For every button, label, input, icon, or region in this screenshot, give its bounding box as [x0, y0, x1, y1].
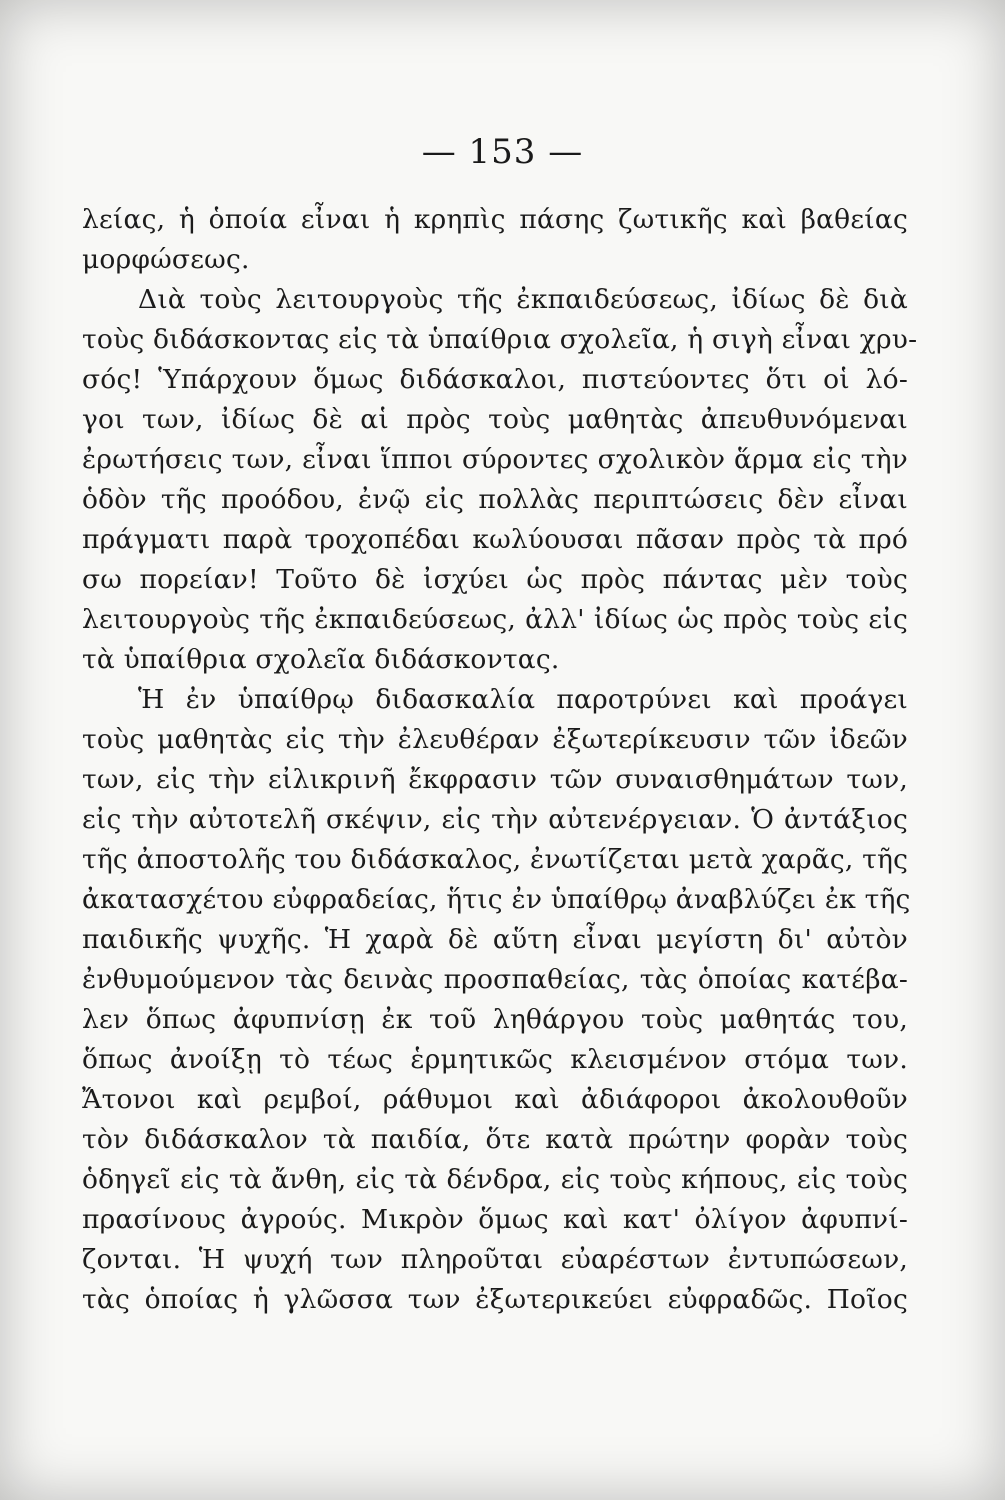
- page-number: — 153 —: [421, 132, 584, 172]
- text-line: ζονται. Ἡ ψυχή των πληροῦται εὐαρέστων ἐντυπώσεων,: [82, 1244, 908, 1275]
- text-line: λεν ὅπως ἀφυπνίσῃ ἐκ τοῦ ληθάργου τοὺς μαθητάς του,: [82, 1004, 908, 1035]
- text-line: Διὰ τοὺς λειτουργοὺς τῆς ἐκπαιδεύσεως, ἰδίως δὲ διὰ: [138, 284, 908, 315]
- text-line: πράγματι παρὰ τροχοπέδαι κωλύουσαι πᾶσαν πρὸς τὰ πρό: [82, 524, 908, 555]
- text-line: λείας, ἡ ὁποία εἶναι ἡ κρηπὶς πάσης ζωτικῆς καὶ βαθείας: [82, 204, 908, 235]
- text-line: τοὺς διδάσκοντας εἰς τὰ ὑπαίθρια σχολεῖα, ἡ σιγὴ εἶναι χρυ-: [82, 324, 918, 355]
- text-line: τοὺς μαθητὰς εἰς τὴν ἐλευθέραν ἐξωτερίκευσιν τῶν ἰδεῶν: [82, 724, 908, 755]
- text-line: σός! Ὑπάρχουν ὅμως διδάσκαλοι, πιστεύοντες ὅτι οἱ λό-: [82, 364, 908, 395]
- text-line: των, εἰς τὴν εἰλικρινῆ ἔκφρασιν τῶν συναισθημάτων των,: [82, 764, 908, 795]
- text-line: τῆς ἀποστολῆς του διδάσκαλος, ἐνωτίζεται μετὰ χαρᾶς, τῆς: [82, 844, 909, 875]
- text-line: ἐρωτήσεις των, εἶναι ἵπποι σύροντες σχολικὸν ἅρμα εἰς τὴν: [82, 444, 908, 475]
- text-line: παιδικῆς ψυχῆς. Ἡ χαρὰ δὲ αὕτη εἶναι μεγίστη δι' αὐτὸν: [82, 924, 908, 955]
- text-line: λειτουργοὺς τῆς ἐκπαιδεύσεως, ἀλλ' ἰδίως ὡς πρὸς τοὺς εἰς: [82, 604, 908, 635]
- text-line: ὅπως ἀνοίξῃ τὸ τέως ἑρμητικῶς κλεισμένον στόμα των.: [82, 1044, 908, 1075]
- text-line: γοι των, ἰδίως δὲ αἱ πρὸς τοὺς μαθητὰς ἀπευθυνόμεναι: [82, 404, 908, 435]
- text-line: τὸν διδάσκαλον τὰ παιδία, ὅτε κατὰ πρώτην φορὰν τοὺς: [82, 1124, 908, 1155]
- text-line: ἐνθυμούμενον τὰς δεινὰς προσπαθείας, τὰς ὁποίας κατέβα-: [82, 964, 908, 995]
- body-text: [82, 200, 918, 1320]
- text-line: Ἡ ἐν ὑπαίθρῳ διδασκαλία παροτρύνει καὶ προάγει: [138, 684, 908, 715]
- text-line: τὰ ὑπαίθρια σχολεῖα διδάσκοντας.: [82, 644, 560, 675]
- text-line: σω πορείαν! Τοῦτο δὲ ἰσχύει ὡς πρὸς πάντας μὲν τοὺς: [82, 564, 908, 595]
- text-line: τὰς ὁποίας ἡ γλῶσσα των ἐξωτερικεύει εὐφραδῶς. Ποῖος: [82, 1284, 908, 1315]
- text-line: μορφώσεως.: [82, 244, 250, 275]
- text-line: ὁδηγεῖ εἰς τὰ ἄνθη, εἰς τὰ δένδρα, εἰς τοὺς κήπους, εἰς τοὺς: [82, 1164, 908, 1195]
- text-line: Ἄτονοι καὶ ρεμβοί, ράθυμοι καὶ ἀδιάφοροι ἀκολουθοῦν: [82, 1084, 908, 1115]
- text-line: ὁδὸν τῆς προόδου, ἐνῷ εἰς πολλὰς περιπτώσεις δὲν εἶναι: [82, 484, 908, 515]
- text-line: ἀκατασχέτου εὐφραδείας, ἥτις ἐν ὑπαίθρῳ ἀναβλύζει ἐκ τῆς: [82, 884, 911, 915]
- text-line: εἰς τὴν αὐτοτελῆ σκέψιν, εἰς τὴν αὐτενέργειαν. Ὁ ἀντάξιος: [82, 804, 908, 835]
- text-line: πρασίνους ἀγρούς. Μικρὸν ὅμως καὶ κατ' ὀλίγον ἀφυπνί-: [82, 1204, 908, 1235]
